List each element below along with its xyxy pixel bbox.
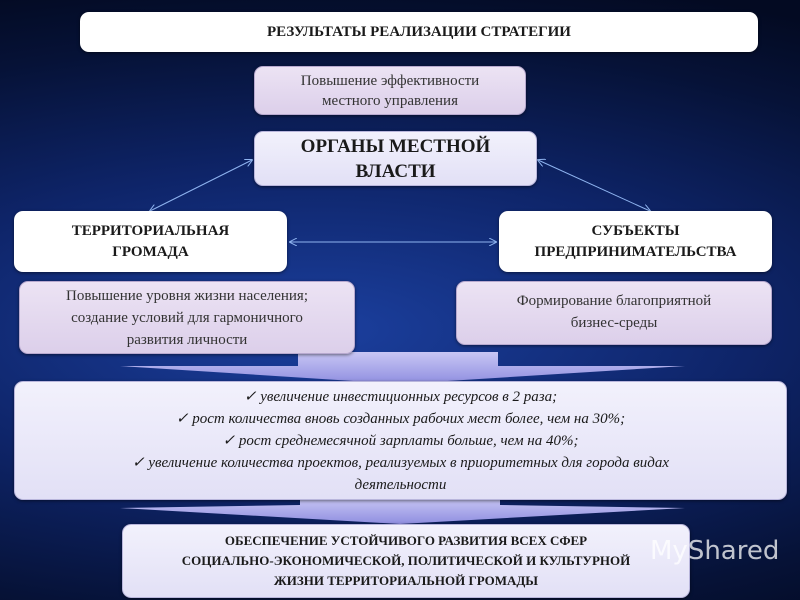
left-goal-box xyxy=(19,281,355,354)
outcome-line: СОЦИАЛЬНО-ЭКОНОМИЧЕСКОЙ, ПОЛИТИЧЕСКОЙ И КУЛЬТУРНОЙ xyxy=(181,553,631,568)
arrow-center-left xyxy=(150,160,252,211)
watermark: MyShared xyxy=(650,536,780,566)
down-arrow-2 xyxy=(120,498,685,524)
top-goal-box xyxy=(254,66,526,115)
result-item: ✓ увеличение инвестиционных ресурсов в 2 раза; xyxy=(243,388,558,405)
arrow-center-right xyxy=(538,160,650,211)
center-line: ОРГАНЫ МЕСТНОЙ xyxy=(300,135,491,157)
center-line: ВЛАСТИ xyxy=(355,160,436,182)
result-item: ✓ рост количества вновь созданных рабочих мест более, чем на 30%; xyxy=(175,410,626,427)
right-goal-line: Формирование благоприятной xyxy=(516,293,712,309)
right-goal-box xyxy=(456,281,772,345)
outcome-box xyxy=(122,524,690,598)
result-item: ✓ увеличение количества проектов, реализуемых в приоритетных для города видах xyxy=(132,454,669,471)
down-arrow-1 xyxy=(120,352,685,384)
right-line: СУБЪЕКТЫ xyxy=(591,222,680,239)
results-box xyxy=(14,381,787,500)
left-goal-line: создание условий для гармоничного xyxy=(71,309,303,326)
title-text: РЕЗУЛЬТАТЫ РЕАЛИЗАЦИИ СТРАТЕГИИ xyxy=(267,23,571,40)
result-item: ✓ рост среднемесячной зарплаты больше, чем на 40%; xyxy=(222,432,579,449)
top-goal-line: местного управления xyxy=(322,92,458,109)
right-goal-line: бизнес-среды xyxy=(570,315,658,331)
left-goal-line: развития личности xyxy=(126,331,248,348)
outcome-line: ЖИЗНИ ТЕРРИТОРИАЛЬНОЙ ГРОМАДЫ xyxy=(273,573,539,588)
left-line: ГРОМАДА xyxy=(112,243,189,260)
center-box-local-authorities xyxy=(254,131,537,186)
result-item: деятельности xyxy=(354,476,447,493)
page-title xyxy=(80,12,758,52)
left-goal-line: Повышение уровня жизни населения; xyxy=(66,287,308,304)
left-box-community xyxy=(14,211,287,272)
left-line: ТЕРРИТОРИАЛЬНАЯ xyxy=(71,222,230,239)
right-line: ПРЕДПРИНИМАТЕЛЬСТВА xyxy=(534,243,737,260)
right-box-business xyxy=(499,211,772,272)
top-goal-line: Повышение эффективности xyxy=(300,72,480,89)
outcome-line: ОБЕСПЕЧЕНИЕ УСТОЙЧИВОГО РАЗВИТИЯ ВСЕХ СФЕР xyxy=(224,533,588,548)
